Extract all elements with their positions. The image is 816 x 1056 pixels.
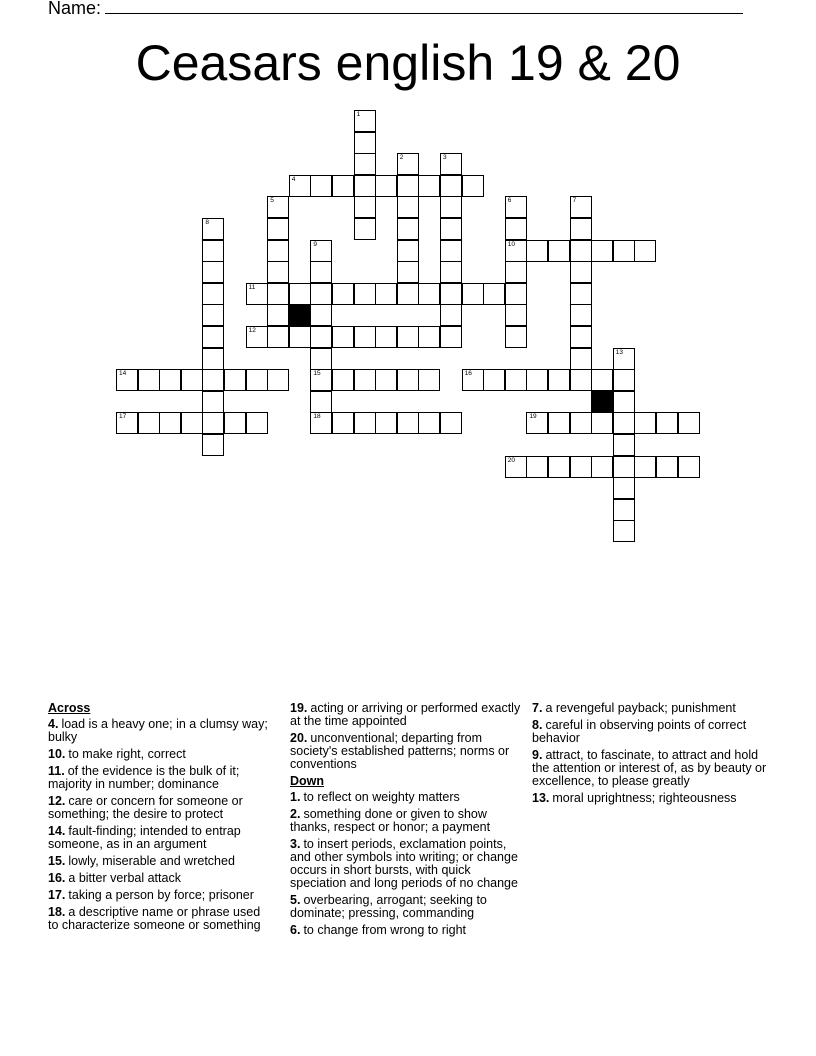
clue-item xyxy=(48,718,270,744)
grid-cell[interactable] xyxy=(181,369,203,391)
grid-cell[interactable] xyxy=(613,391,635,413)
grid-cell[interactable] xyxy=(440,153,462,175)
grid-cell[interactable] xyxy=(418,326,440,348)
clue-text: overbearing, arrogant; seeking to dominate; pressing, commanding xyxy=(290,893,487,920)
grid-cell[interactable] xyxy=(526,369,548,391)
grid-cell[interactable] xyxy=(613,434,635,456)
grid-cell[interactable] xyxy=(613,412,635,434)
grid-cell[interactable] xyxy=(202,218,224,240)
grid-cell[interactable] xyxy=(397,196,419,218)
grid-cell[interactable] xyxy=(267,196,289,218)
grid-cell[interactable] xyxy=(613,369,635,391)
grid-cell[interactable] xyxy=(159,369,181,391)
clue-num: 3. xyxy=(290,837,301,851)
clue-num: 16. xyxy=(48,871,66,885)
grid-cell[interactable] xyxy=(181,412,203,434)
grid-cell[interactable] xyxy=(332,412,354,434)
clue-num: 8. xyxy=(532,718,543,732)
clue-item xyxy=(48,906,270,932)
grid-cell[interactable] xyxy=(138,369,160,391)
clue-num: 12. xyxy=(48,794,66,808)
clue-text: acting or arriving or performed exactly at the time appointed xyxy=(290,701,521,728)
clues-column-1 xyxy=(48,702,270,936)
clue-number: 8 xyxy=(205,219,210,226)
grid-cell[interactable] xyxy=(354,132,376,154)
clue-num: 19. xyxy=(290,701,308,715)
clue-num: 5. xyxy=(290,893,301,907)
grid-cell[interactable] xyxy=(483,369,505,391)
clue-item xyxy=(48,889,270,902)
grid-cell[interactable] xyxy=(440,196,462,218)
grid-cell[interactable] xyxy=(570,283,592,305)
grid-cell[interactable] xyxy=(505,218,527,240)
grid-cell[interactable] xyxy=(505,240,527,262)
grid-cell[interactable] xyxy=(354,369,376,391)
grid-cell[interactable] xyxy=(289,326,311,348)
clue-num: 14. xyxy=(48,824,66,838)
clue-text: lowly, miserable and wretched xyxy=(68,854,235,868)
grid-cell[interactable] xyxy=(397,175,419,197)
clue-text: attract, to fascinate, to attract and hold the attention or interest of, as by beauty or excellence, to please greatly xyxy=(532,748,767,788)
clue-text: something done or given to show thanks, respect or honor; a payment xyxy=(290,807,491,834)
grid-cell[interactable] xyxy=(613,477,635,499)
clue-num: 17. xyxy=(48,888,66,902)
clue-item xyxy=(532,719,768,745)
grid-cell[interactable] xyxy=(656,456,678,478)
grid-cell[interactable] xyxy=(440,175,462,197)
grid-cell[interactable] xyxy=(202,412,224,434)
grid-cell[interactable] xyxy=(354,175,376,197)
grid-cell[interactable] xyxy=(159,412,181,434)
grid-cell[interactable] xyxy=(440,304,462,326)
grid-cell[interactable] xyxy=(570,304,592,326)
clue-number: 7 xyxy=(572,197,577,205)
clue-item xyxy=(48,855,270,868)
grid-cell[interactable] xyxy=(310,412,332,434)
clue-item xyxy=(290,702,526,728)
grid-cell[interactable] xyxy=(310,304,332,326)
grid-cell[interactable] xyxy=(440,326,462,348)
clue-text: care or concern for someone or something; the desire to protect xyxy=(48,794,243,821)
grid-cell[interactable] xyxy=(116,369,138,391)
clue-number: 17 xyxy=(119,413,127,421)
clue-num: 1. xyxy=(290,790,301,804)
grid-cell[interactable] xyxy=(202,240,224,262)
grid-cell[interactable] xyxy=(462,369,484,391)
down-heading: Down xyxy=(290,774,325,788)
clue-text: taking a person by force; prisoner xyxy=(68,888,254,902)
clue-text: to change from wrong to right xyxy=(303,923,467,937)
grid-cell[interactable] xyxy=(678,412,700,434)
clue-item xyxy=(290,791,526,804)
clue-num: 15. xyxy=(48,854,66,868)
clue-text: to reflect on weighty matters xyxy=(303,790,460,804)
grid-cell[interactable] xyxy=(267,304,289,326)
grid-cell[interactable] xyxy=(202,369,224,391)
grid-cell[interactable] xyxy=(202,391,224,413)
grid-cell[interactable] xyxy=(462,283,484,305)
grid-cell[interactable] xyxy=(526,456,548,478)
clue-text: load is a heavy one; in a clumsy way; bulky xyxy=(48,717,268,744)
grid-cell[interactable] xyxy=(397,412,419,434)
grid-cell[interactable] xyxy=(613,520,635,542)
grid-cell[interactable] xyxy=(267,369,289,391)
grid-cell[interactable] xyxy=(570,326,592,348)
grid-cell[interactable] xyxy=(418,412,440,434)
clue-item xyxy=(48,872,270,885)
grid-cell[interactable] xyxy=(483,283,505,305)
page-title: Ceasars english 19 & 20 xyxy=(135,35,681,91)
clue-item xyxy=(532,792,768,805)
clue-text: to make right, correct xyxy=(68,747,186,761)
grid-cell[interactable] xyxy=(440,412,462,434)
clue-number: 10 xyxy=(507,240,516,248)
grid-cell[interactable] xyxy=(332,175,354,197)
clue-number: 3 xyxy=(443,154,447,162)
clue-number: 20 xyxy=(507,456,516,464)
clue-num: 11. xyxy=(48,764,65,778)
grid-cell[interactable] xyxy=(375,326,397,348)
grid-cell[interactable] xyxy=(526,412,548,434)
grid-cell[interactable] xyxy=(202,283,224,305)
grid-cell[interactable] xyxy=(505,283,527,305)
clue-item xyxy=(48,825,270,851)
clue-number: 16 xyxy=(464,370,472,378)
clue-text: a revengeful payback; punishment xyxy=(545,701,736,715)
grid-cell[interactable] xyxy=(202,348,224,370)
grid-cell[interactable] xyxy=(375,412,397,434)
grid-cell[interactable] xyxy=(202,434,224,456)
grid-cell[interactable] xyxy=(570,240,592,262)
clue-number: 19 xyxy=(529,413,537,421)
black-square xyxy=(289,304,311,326)
grid-cell[interactable] xyxy=(224,412,246,434)
clue-item xyxy=(532,702,768,715)
grid-cell[interactable] xyxy=(505,261,527,283)
grid-cell[interactable] xyxy=(397,240,419,262)
grid-cell[interactable] xyxy=(570,369,592,391)
grid-cell[interactable] xyxy=(397,218,419,240)
clue-text: a bitter verbal attack xyxy=(68,871,181,885)
grid-cell[interactable] xyxy=(354,153,376,175)
grid-cell[interactable] xyxy=(613,348,635,370)
grid-cell[interactable] xyxy=(570,196,592,218)
clue-item xyxy=(290,894,526,920)
grid-cell[interactable] xyxy=(375,283,397,305)
grid-cell[interactable] xyxy=(246,369,268,391)
grid-cell[interactable] xyxy=(246,283,268,305)
grid-cell[interactable] xyxy=(116,412,138,434)
grid-cell[interactable] xyxy=(397,283,419,305)
clue-num: 20. xyxy=(290,731,308,745)
clue-item xyxy=(48,748,270,761)
grid-cell[interactable] xyxy=(440,261,462,283)
grid-cell[interactable] xyxy=(289,283,311,305)
clue-text: fault-finding; intended to entrap someone, as in an argument xyxy=(48,824,241,851)
grid-cell[interactable] xyxy=(418,369,440,391)
grid-cell[interactable] xyxy=(246,326,268,348)
grid-cell[interactable] xyxy=(267,326,289,348)
grid-cell[interactable] xyxy=(246,412,268,434)
clue-item xyxy=(48,765,270,791)
grid-cell[interactable] xyxy=(591,412,613,434)
clue-num: 10. xyxy=(48,747,66,761)
grid-cell[interactable] xyxy=(418,175,440,197)
across-heading: Across xyxy=(48,701,91,715)
clue-num: 7. xyxy=(532,701,543,715)
grid-cell[interactable] xyxy=(613,456,635,478)
grid-cell[interactable] xyxy=(570,456,592,478)
grid-cell[interactable] xyxy=(310,326,332,348)
clue-number: 9 xyxy=(313,240,318,248)
grid-cell[interactable] xyxy=(397,369,419,391)
grid-cell[interactable] xyxy=(591,240,613,262)
clue-text: unconventional; departing from society's established patterns; norms or conventions xyxy=(290,731,510,771)
grid-cell[interactable] xyxy=(310,175,332,197)
clue-text: a descriptive name or phrase used to characterize someone or something xyxy=(48,905,261,932)
clue-number: 11 xyxy=(248,283,256,291)
clue-number: 12 xyxy=(248,327,256,334)
grid-cell[interactable] xyxy=(354,283,376,305)
grid-cell[interactable] xyxy=(548,456,570,478)
grid-cell[interactable] xyxy=(354,412,376,434)
clue-item xyxy=(290,808,526,834)
grid-cell[interactable] xyxy=(354,196,376,218)
grid-cell[interactable] xyxy=(202,304,224,326)
clue-number: 15 xyxy=(313,370,321,378)
grid-cell[interactable] xyxy=(591,456,613,478)
grid-cell[interactable] xyxy=(656,412,678,434)
clue-number: 2 xyxy=(399,154,404,162)
clue-num: 13. xyxy=(532,791,550,805)
grid-cell[interactable] xyxy=(570,261,592,283)
clue-number: 6 xyxy=(507,197,512,205)
grid-cell[interactable] xyxy=(678,456,700,478)
grid-cell[interactable] xyxy=(397,326,419,348)
grid-cell[interactable] xyxy=(397,261,419,283)
grid-cell[interactable] xyxy=(634,240,656,262)
grid-cell[interactable] xyxy=(591,369,613,391)
clue-num: 18. xyxy=(48,905,66,919)
grid-cell[interactable] xyxy=(505,326,527,348)
grid-cell[interactable] xyxy=(332,283,354,305)
clue-number: 4 xyxy=(291,175,296,183)
clues-column-3 xyxy=(532,702,768,809)
grid-cell[interactable] xyxy=(634,412,656,434)
grid-cell[interactable] xyxy=(354,326,376,348)
clue-number: 14 xyxy=(119,370,127,378)
grid-cell[interactable] xyxy=(418,283,440,305)
grid-cell[interactable] xyxy=(202,326,224,348)
grid-cell[interactable] xyxy=(570,412,592,434)
grid-cell[interactable] xyxy=(526,240,548,262)
grid-cell[interactable] xyxy=(332,369,354,391)
grid-cell[interactable] xyxy=(375,175,397,197)
grid-cell[interactable] xyxy=(354,110,376,132)
grid-cell[interactable] xyxy=(310,240,332,262)
grid-cell[interactable] xyxy=(570,348,592,370)
grid-cell[interactable] xyxy=(310,369,332,391)
grid-cell[interactable] xyxy=(397,153,419,175)
grid-cell[interactable] xyxy=(224,369,246,391)
clue-item xyxy=(290,838,526,890)
grid-cell[interactable] xyxy=(505,196,527,218)
clue-item xyxy=(48,795,270,821)
grid-cell[interactable] xyxy=(267,261,289,283)
clue-text: moral uprightness; righteousness xyxy=(552,791,737,805)
grid-cell[interactable] xyxy=(332,326,354,348)
clue-number: 18 xyxy=(313,413,321,421)
grid-cell[interactable] xyxy=(440,218,462,240)
grid-cell[interactable] xyxy=(354,218,376,240)
grid-cell[interactable] xyxy=(202,261,224,283)
grid-cell[interactable] xyxy=(289,175,311,197)
grid-cell[interactable] xyxy=(267,240,289,262)
clue-number: 13 xyxy=(615,348,624,356)
clue-number: 1 xyxy=(356,111,361,118)
clue-item xyxy=(532,749,768,788)
clue-num: 2. xyxy=(290,807,301,821)
clue-num: 9. xyxy=(532,748,543,762)
grid-cell[interactable] xyxy=(613,499,635,521)
clue-item xyxy=(290,732,526,771)
grid-cell[interactable] xyxy=(310,261,332,283)
grid-cell[interactable] xyxy=(548,369,570,391)
grid-cell[interactable] xyxy=(310,391,332,413)
grid-cell[interactable] xyxy=(634,456,656,478)
clue-text: careful in observing points of correct behavior xyxy=(532,718,747,745)
clue-num: 4. xyxy=(48,717,59,731)
grid-cell[interactable] xyxy=(570,218,592,240)
grid-cell[interactable] xyxy=(138,412,160,434)
grid-cell[interactable] xyxy=(267,283,289,305)
clue-num: 6. xyxy=(290,923,301,937)
clue-number: 5 xyxy=(270,197,274,205)
name-label: Name: xyxy=(48,0,102,18)
grid-cell[interactable] xyxy=(310,348,332,370)
grid-cell[interactable] xyxy=(548,412,570,434)
grid-cell[interactable] xyxy=(440,283,462,305)
clue-text: to insert periods, exclamation points, and other symbols into writing; or change occurs in short bursts, with quick speciation and long periods of no change xyxy=(290,837,518,890)
grid-cell[interactable] xyxy=(548,240,570,262)
grid-cell[interactable] xyxy=(613,240,635,262)
grid-cell[interactable] xyxy=(505,304,527,326)
grid-cell[interactable] xyxy=(505,369,527,391)
clue-item xyxy=(290,924,526,937)
clue-text: of the evidence is the bulk of it; majority in number; dominance xyxy=(48,764,240,791)
grid-cell[interactable] xyxy=(440,240,462,262)
grid-cell[interactable] xyxy=(375,369,397,391)
grid-cell[interactable] xyxy=(310,283,332,305)
clues-column-2 xyxy=(290,702,526,941)
black-square xyxy=(591,391,613,413)
grid-cell[interactable] xyxy=(462,175,484,197)
grid-cell[interactable] xyxy=(267,218,289,240)
grid-cell[interactable] xyxy=(505,456,527,478)
